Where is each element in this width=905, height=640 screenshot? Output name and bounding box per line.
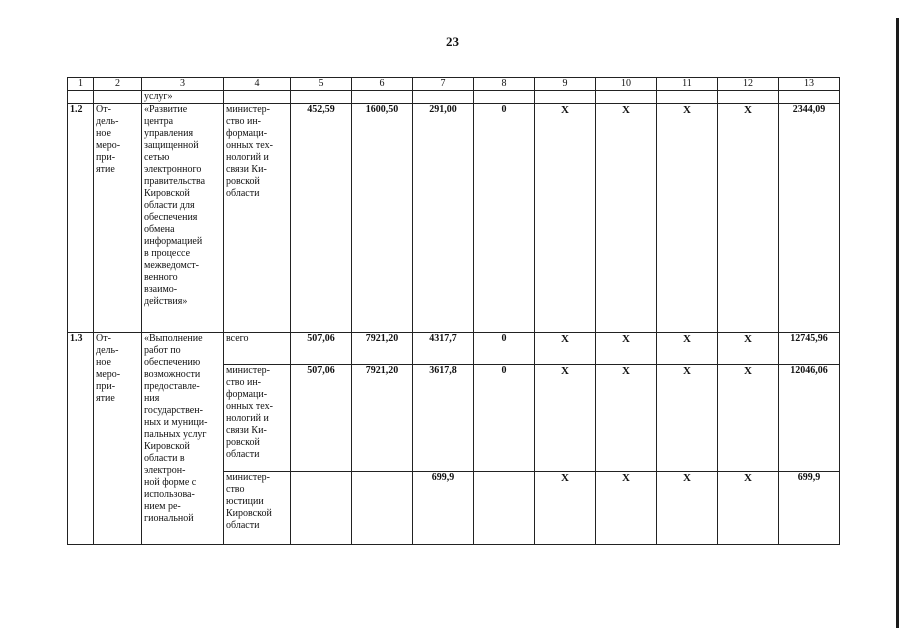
x-mark: X bbox=[718, 333, 779, 365]
page-number: 23 bbox=[446, 34, 459, 49]
value-col-7: 4317,7 bbox=[413, 333, 474, 365]
table-row bbox=[68, 104, 840, 333]
x-mark: X bbox=[596, 104, 657, 333]
value-col-7: 699,9 bbox=[413, 472, 474, 545]
x-mark: X bbox=[657, 365, 718, 472]
table-cell bbox=[474, 91, 535, 104]
row-number: 1.2 bbox=[68, 104, 94, 333]
value-col-6: 7921,20 bbox=[352, 365, 413, 472]
row-number: 1.3 bbox=[68, 333, 94, 545]
table-cell bbox=[596, 91, 657, 104]
column-number: 11 bbox=[657, 78, 718, 91]
total-value: 2344,09 bbox=[779, 104, 840, 333]
x-mark: X bbox=[657, 333, 718, 365]
x-mark: X bbox=[657, 104, 718, 333]
value-col-5: 507,06 bbox=[291, 365, 352, 472]
executor: министер- ство юстиции Кировской области bbox=[224, 472, 291, 545]
total-value: 699,9 bbox=[779, 472, 840, 545]
table-cell bbox=[224, 91, 291, 104]
value-col-6: 1600,50 bbox=[352, 104, 413, 333]
table-cell bbox=[68, 91, 94, 104]
table-cell bbox=[657, 91, 718, 104]
column-number: 3 bbox=[142, 78, 224, 91]
column-number: 8 bbox=[474, 78, 535, 91]
total-value: 12046,06 bbox=[779, 365, 840, 472]
column-number: 9 bbox=[535, 78, 596, 91]
column-number: 1 bbox=[68, 78, 94, 91]
row-type: От- дель- ное меро- при- ятие bbox=[94, 333, 142, 545]
table-cell bbox=[291, 91, 352, 104]
executor: всего bbox=[224, 333, 291, 365]
value-col-7: 291,00 bbox=[413, 104, 474, 333]
page-edge-rule bbox=[896, 18, 899, 628]
table-cell bbox=[535, 91, 596, 104]
value-col-5 bbox=[291, 472, 352, 545]
x-mark: X bbox=[535, 104, 596, 333]
total-value: 12745,96 bbox=[779, 333, 840, 365]
x-mark: X bbox=[535, 333, 596, 365]
x-mark: X bbox=[657, 472, 718, 545]
x-mark: X bbox=[535, 365, 596, 472]
column-number: 10 bbox=[596, 78, 657, 91]
column-number: 13 bbox=[779, 78, 840, 91]
table-cell bbox=[718, 91, 779, 104]
x-mark: X bbox=[535, 472, 596, 545]
row-type: От- дель- ное меро- при- ятие bbox=[94, 104, 142, 333]
table-cell bbox=[94, 91, 142, 104]
column-number: 5 bbox=[291, 78, 352, 91]
x-mark: X bbox=[596, 365, 657, 472]
value-col-7: 3617,8 bbox=[413, 365, 474, 472]
executor: министер- ство ин- формаци- онных тех- нологий и связи Ки- ровской области bbox=[224, 104, 291, 333]
executor: министер- ство ин- формаци- онных тех- нологий и связи Ки- ровской области bbox=[224, 365, 291, 472]
column-number: 12 bbox=[718, 78, 779, 91]
value-col-8: 0 bbox=[474, 104, 535, 333]
table-row bbox=[68, 333, 840, 365]
x-mark: X bbox=[718, 365, 779, 472]
table-cell bbox=[352, 91, 413, 104]
value-col-8 bbox=[474, 472, 535, 545]
column-number: 4 bbox=[224, 78, 291, 91]
value-col-5: 452,59 bbox=[291, 104, 352, 333]
continuation-text: услуг» bbox=[142, 91, 224, 104]
continuation-row bbox=[68, 91, 840, 104]
activity-name: «Развитие центра управления защищенной сетью электронного правительства Кировской области для обеспечения обмена информацией в процессе межведомст- венного взаимо- действия» bbox=[142, 104, 224, 333]
table-cell bbox=[413, 91, 474, 104]
value-col-8: 0 bbox=[474, 365, 535, 472]
column-number: 2 bbox=[94, 78, 142, 91]
value-col-8: 0 bbox=[474, 333, 535, 365]
column-number-row bbox=[68, 78, 840, 91]
value-col-6: 7921,20 bbox=[352, 333, 413, 365]
value-col-6 bbox=[352, 472, 413, 545]
value-col-5: 507,06 bbox=[291, 333, 352, 365]
column-number: 7 bbox=[413, 78, 474, 91]
activity-name: «Выполнение работ по обеспечению возможности предоставле- ния государствен- ных и муници- пальных услуг Кировской области в электрон- ной форме с использова- нием ре- гиональной bbox=[142, 333, 224, 545]
column-number: 6 bbox=[352, 78, 413, 91]
x-mark: X bbox=[718, 104, 779, 333]
x-mark: X bbox=[718, 472, 779, 545]
x-mark: X bbox=[596, 472, 657, 545]
budget-table bbox=[67, 77, 840, 545]
table-cell bbox=[779, 91, 840, 104]
x-mark: X bbox=[596, 333, 657, 365]
